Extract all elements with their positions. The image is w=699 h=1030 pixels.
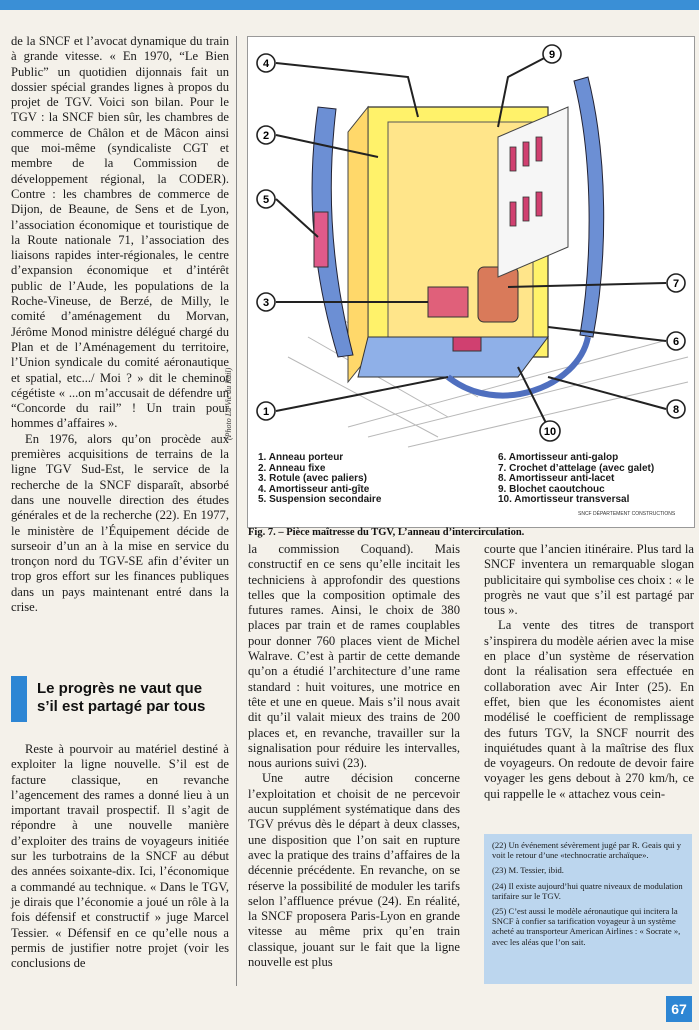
callout-label: 4 (262, 58, 270, 70)
callout-10 (540, 421, 560, 441)
legend-item: 7. Crochet d’attelage (avec galet) (498, 462, 655, 474)
figure-caption: Fig. 7. – Pièce maîtresse du TGV, L’anneau d’intercirculation. (248, 527, 525, 538)
callout-label: 3 (262, 297, 270, 309)
paragraph: En 1976, alors qu’on procède aux premières acquisitions de terrains de la ligne TGV Sud-Est, le service de la recherche de la SNCF disparaît, absorbé dans une nouvelle direction des études générales et de la recherche (22). En 1977, le ministère de l’Équipement décide de surseoir d’un an à la mise en service du tronçon nord du TGV-SE afin d’éviter un trop gros effort sur les finances publiques dans un pays maintenant entré dans la crise. (11, 431, 229, 614)
footnote: (23) M. Tessier, ibid. (492, 865, 564, 876)
legend-item: 5. Suspension secondaire (258, 494, 382, 506)
legend-item: 8. Amortisseur anti-lacet (498, 473, 615, 485)
anti-pitch-damper (453, 337, 481, 351)
callout-label: 5 (262, 194, 270, 206)
footnote: (22) Un événement sévèrement jugé par R. Geais qui y voit le retour d’une «technocratie archaïque». (492, 840, 681, 861)
section-heading (11, 676, 221, 722)
page-number: 67 (666, 996, 692, 1022)
legend-item: 10. Amortisseur transversal (498, 494, 630, 506)
callout-7 (667, 274, 685, 292)
photo-credit: (Photo La Vie du Rail) (224, 367, 233, 440)
pivot-joint (428, 287, 468, 317)
legend-item: 3. Rotule (avec paliers) (258, 473, 367, 485)
callout-2 (257, 126, 275, 144)
right-column (484, 542, 694, 802)
callout-1 (257, 402, 275, 420)
callout-5 (257, 190, 275, 208)
callout-label: 2 (262, 130, 270, 142)
figure-diagram (247, 36, 695, 528)
column-divider (236, 36, 237, 986)
paragraph: la commission Coquand). Mais constructif en ce sens qu’elle incitait les techniciens à approfondir des questions telles que la composition optimale des futures rames. Ainsi, le choix de 380 places par train et de rames couplables pour donner 760 places vient de Michel Walrave. C’est à partir de cette demande qu’on a étudié l’architecture d’une rame standard : huit voitures, une motrice en tête et une en queue. Mais s’il nous avait dit qu’il valait mieux des trains de 200 places et, en revanche, travailler sur la signalisation pour réduire les intervalles, nous aurions suivi (23). (248, 542, 460, 771)
callout-4 (257, 54, 275, 72)
callout-label: 9 (548, 49, 556, 61)
side-panel (348, 107, 368, 382)
legend-left (258, 453, 381, 506)
callout-label: 10 (543, 426, 557, 438)
footnote: (24) Il existe aujourd’hui quatre niveaux de modulation tarifaire sur le TGV. (492, 880, 683, 901)
callout-label: 1 (262, 406, 270, 418)
callout-label: 6 (672, 336, 680, 348)
callout-label: 7 (672, 278, 680, 290)
legend-item: 4. Amortisseur anti-gîte (258, 483, 370, 495)
equipment-cabinet (498, 107, 568, 277)
callout-3 (257, 293, 275, 311)
paragraph: La vente des titres de transport s’inspirera du modèle aérien avec la mise en place d’un système de réservation dont la réalisation sera effectuée en collaboration avec Air Inter (25). En effet, bien que les économistes aient modélisé le coefficient de remplissage des futurs TGV, la SNCF nourrit des inquiétudes quant à la maîtrise des flux de voyageurs. On redoute de devoir faire voyager les gens debout à 270 km/h, ce qui rappelle le « attachez vous cein- (484, 618, 694, 801)
callout-8 (667, 400, 685, 418)
legend-item: 1. Anneau porteur (258, 452, 344, 463)
paragraph: Reste à pourvoir au matériel destiné à exploiter la ligne nouvelle. S’il est de facture classique, en revanche l’agencement des rames a donné lieu à un important travail prospectif. Il s’agit de répondre à une nouvelle manière d’exploiter des trains de voyageurs initiée sur les turbotrains de la SNCF au début des années soixante-dix. Ici, l’économique a commandé au technique. « Dans le TGV, je dirais que l’économie a joué un rôle à la fois défensif et constructif » juge Marcel Tessier. « Défensif en ce qu’elle nous a permis de justifier notre projet (voir les conclusions de (11, 742, 229, 971)
left-column-lower (11, 742, 229, 971)
callout-label: 8 (672, 404, 680, 416)
heading-text: Le progrès ne vaut que s’il est partagé par tous (37, 680, 206, 715)
footnotes-box (484, 834, 692, 984)
left-column-upper (11, 34, 229, 615)
callout-9 (543, 45, 561, 63)
legend-item: 9. Blochet caoutchouc (498, 483, 605, 495)
legend-right (498, 453, 654, 506)
secondary-suspension (314, 212, 328, 267)
middle-column (248, 542, 460, 970)
paragraph: courte que l’ancien itinéraire. Plus tard la SNCF inventera un remarquable slogan publicitaire qui symbolise ces choix : « le progrès ne vaut que s’il est partagé par tous ». (484, 542, 694, 618)
legend-item: 6. Amortisseur anti-galop (498, 452, 619, 463)
paragraph: de la SNCF et l’avocat dynamique du train à grande vitesse. « En 1970, “Le Bien Public” un quotidien dijonnais fait un dossier spécial grandes lignes à propos du projet de TGV. Voici son bilan. Pour le TGV : la SNCF bien sûr, les chambres de commerce de Châlon et de Mâcon ainsi que moi-même (syndicaliste CGT et membre de la Commission de développement régional, la CODER). Contre : les chambres de commerce de Dijon, de Beaune, de Sens et de Lyon, l’association économique et touristique de la Route nationale 71, l’association des liaisons rapides inter-régionales, le centre d’expansion économique et d’intérêt public de l’Aude, les populations de la Roche-Vineuse, de Berzé, de Milly, le comité d’aménagement du Morvan, Jérôme Monod ministre délégué chargé du Plan et de l’Aménagement du territoire, l’Union syndicale du comité aéronautique et spatial, etc.../ Moi ? » dit le cheminot cégétiste « ...on m’accusait de défendre un “Concorde du rail” ! Un train pour hommes d’affaires ». (11, 34, 229, 431)
legend-item: 2. Anneau fixe (258, 462, 326, 474)
paragraph: Une autre décision concerne l’exploitation et choisit de ne percevoir aucun supplément systématique dans des TGV prévus dès le départ à deux classes, une disposition que l’on sait en rupture avec la pratique des trains d’affaires de la décennie précédente. En revanche, on se réserve la possibilité de moduler les tarifs selon l’affluence prévue (24). En réalité, la SNCF proposera Paris-Lyon en grande vitesse au même prix qu’en train classique, jouant sur le fait que la ligne nouvelle est plus (248, 771, 460, 970)
top-color-band (0, 0, 699, 10)
heading-accent-bar (11, 676, 27, 722)
callout-6 (667, 332, 685, 350)
legend-credit: SNCF DÉPARTEMENT CONSTRUCTIONS (578, 511, 676, 517)
footnote: (25) C’est aussi le modèle aéronautique qui incitera la SNCF à confier sa tarification voyageur à un système acheté au transporteur American Airlines : « Socrate », avec les aléas que l’on sait. (492, 906, 681, 947)
carrying-ring (574, 77, 604, 337)
